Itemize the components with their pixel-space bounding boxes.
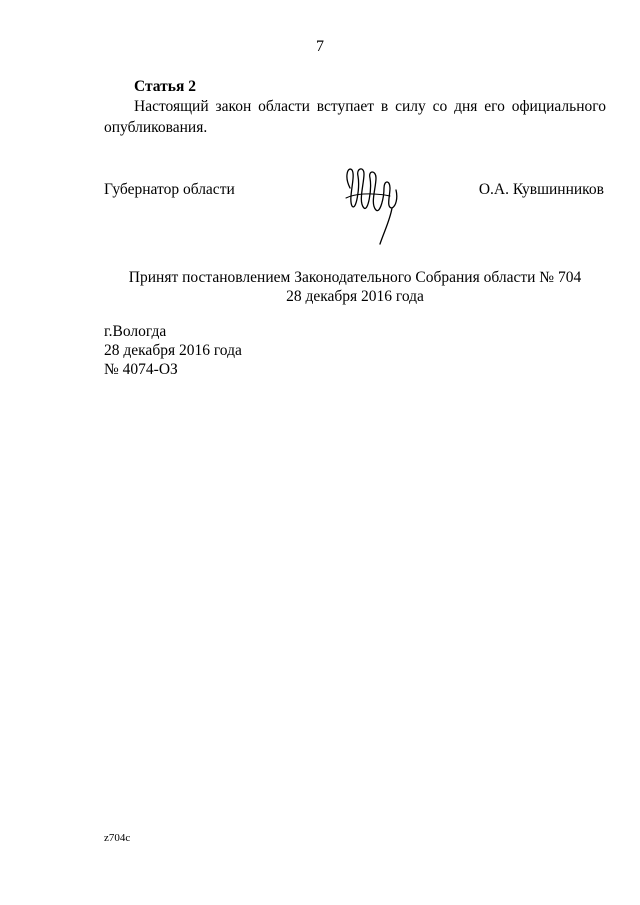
governor-name: О.А. Кувшинников <box>478 181 604 198</box>
signature-icon <box>340 158 404 248</box>
city: г.Вологда <box>104 323 167 340</box>
adoption-line-2: 28 декабря 2016 года <box>286 288 424 305</box>
article-text-line-1: Настоящий закон области вступает в силу со дня его официального <box>134 98 606 115</box>
adoption-line-1: Принят постановлением Законодательного Собрания области № 704 <box>128 269 582 286</box>
article-text-line-2: опубликования. <box>104 119 208 136</box>
adoption-note <box>0 268 640 306</box>
article-title: Статья 2 <box>134 78 196 95</box>
footer-code: z704c <box>104 832 131 844</box>
law-date: 28 декабря 2016 года <box>104 342 242 359</box>
page-number: 7 <box>316 38 324 55</box>
law-number: № 4074-ОЗ <box>104 361 178 378</box>
article-body <box>104 96 606 138</box>
governor-position: Губернатор области <box>104 181 235 198</box>
place-date-number <box>104 322 242 379</box>
